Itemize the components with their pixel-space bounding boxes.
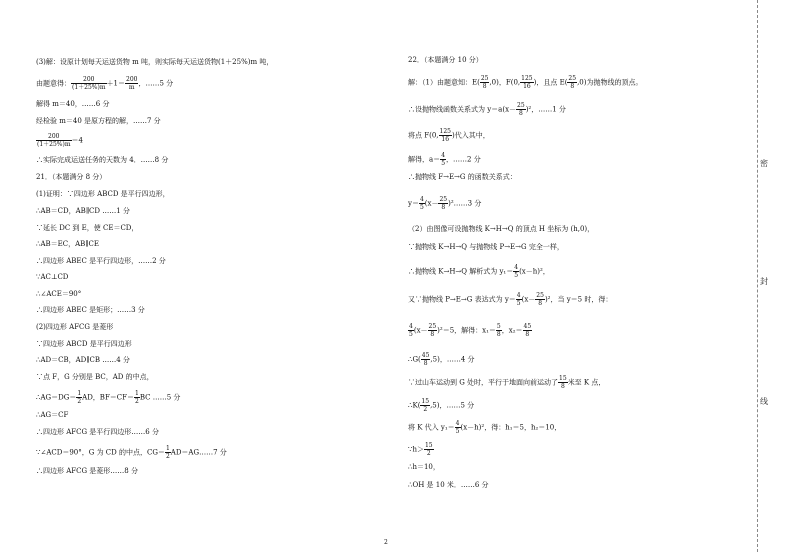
text-line: 经检验 m＝40 是原方程的解，……7 分	[36, 117, 161, 125]
text-line: ∴OH 是 10 米．……6 分	[408, 481, 489, 489]
fraction: $\frac{125}{16}$	[439, 128, 451, 143]
text-line: ∵点 F，G 分别是 BC，AD 的中点，	[36, 373, 154, 381]
coaster-move: ∵过山车运动到 G 处时，平行于地面向前运动了 $\frac{15}{8}$ 米至 K 点，	[408, 375, 606, 390]
fraction: $\frac{4}{5}$	[409, 323, 413, 338]
substitute-k: 将 K 代入 y₁＝ $\frac{4}{5}$ (x－h)²，得：h₁＝5，h₂＝10，	[408, 420, 562, 435]
question-heading: 21．（本题满分 8 分）	[36, 173, 107, 181]
fraction: $\frac{125}{16}$	[521, 75, 533, 90]
text-line: ∴四边形 ABEC 是平行四边形，……2 分	[36, 257, 166, 265]
parabola-peg: 又∵抛物线 P→E→G 表达式为 y＝ $\frac{4}{5}$ (x－ $\frac{25}{8}$ )²，当 y＝5 时，得：	[408, 292, 613, 307]
fraction: $\frac{4}{5}$	[419, 196, 424, 211]
fraction: $\frac{25}{8}$	[517, 102, 525, 117]
fraction: $\frac{15}{8}$	[559, 375, 567, 390]
fraction: $\frac{25}{8}$	[536, 292, 544, 307]
text-line: ∵延长 DC 到 E，使 CE＝CD，	[36, 224, 139, 232]
text-line: ∴AB＝CD，AB∥CD ……1 分	[36, 207, 130, 215]
q3-result-equation: $\frac{200}{(1+25\%)m}$ ＝4	[37, 133, 83, 148]
text-line: ∵AC⊥CD	[36, 273, 69, 281]
parabola-form: ∴设抛物线函数关系式为 y＝a(x－ $\frac{25}{8}$ )²，……1 分	[408, 102, 566, 117]
parabola-equation: y＝ $\frac{4}{5}$ (x－ $\frac{25}{8}$ )²……3 分	[408, 196, 482, 211]
parabola-khq: ∴抛物线 K→H→Q 解析式为 y₁＝ $\frac{4}{5}$ (x－h)²，	[408, 264, 550, 279]
text-line: ∴四边形 AFCG 是平行四边形……6 分	[36, 428, 159, 436]
q3-solution-setup: (3)解：设原计划每天运送货物 m 吨，则实际每天运送货物(1＋25%)m 吨，	[36, 58, 274, 66]
fraction: $\frac{25}{8}$	[439, 196, 448, 211]
vertex-statement: 解：（1）由题意知：E( $\frac{25}{8}$ ,0)，F(0, $\frac{125}{16}$ )，且点 E( $\frac{25}{8}$ ,0)为抛物线的顶点。	[408, 75, 643, 90]
text-line: ∴实际完成运送任务的天数为 4．……8 分	[36, 156, 169, 164]
text-line: （2）由图像可设抛物线 K→H→Q 的顶点 H 坐标为 (h,0)，	[408, 225, 595, 233]
fraction: $\frac{15}{2}$	[424, 442, 433, 457]
substitute-point: 将点 F(0, $\frac{125}{16}$ )代入其中，	[408, 128, 490, 143]
fraction: $\frac{5}{8}$	[496, 323, 501, 338]
fraction: $\frac{1}{2}$	[165, 445, 170, 460]
fraction: $\frac{4}{5}$	[441, 152, 446, 167]
binding-char-seal: 密	[760, 159, 768, 168]
text-line: ∴四边形 AFCG 是菱形……8 分	[36, 467, 138, 475]
point-k: ∴K( $\frac{15}{2}$ ,5)，……5 分	[408, 398, 475, 413]
fraction: $\frac{1}{2}$	[135, 390, 139, 405]
solve-a: 解得，a＝ $\frac{4}{5}$ ，……2 分	[408, 152, 481, 167]
q3-equation: 由题意得： $\frac{200}{(1+25\%)m}$ ＋1＝ $\frac{200}{m}$ ，……5 分	[36, 76, 174, 91]
fraction: $\frac{15}{2}$	[421, 398, 430, 413]
fraction: $\frac{4}{5}$	[516, 292, 521, 307]
fraction: $\frac{4}{5}$	[514, 264, 519, 279]
fraction: $\frac{200}{m}$	[126, 76, 138, 91]
text-line: ∴AG＝CF	[36, 411, 69, 419]
text-line: (1)证明：∵四边形 ABCD 是平行四边形，	[36, 190, 170, 198]
text-line: ∴AD＝CB，AD∥CB ……4 分	[36, 356, 130, 364]
fraction: $\frac{25}{8}$	[568, 75, 577, 90]
text-line: ∴抛物线 F→E→G 的函数关系式：	[408, 173, 517, 181]
binding-dashed-line	[757, 0, 758, 552]
midpoint-equation: ∴AG＝DG＝ $\frac{1}{2}$ AD，BF＝CF＝ $\frac{1}{2}$ BC ……5 分	[36, 390, 181, 405]
binding-char-closed: 封	[760, 277, 768, 286]
fraction: $\frac{200}{(1+25\%)m}$	[72, 76, 106, 91]
solve-x: $\frac{4}{5}$ (x－ $\frac{25}{8}$ )²＝5，解得：x₁＝ $\frac{5}{8}$ ，x₂＝ $\frac{45}{8}$	[409, 323, 532, 338]
text-line: (2)四边形 AFCG 是菱形	[36, 323, 114, 331]
right-angle-equation: ∵∠ACD＝90°，G 为 CD 的中点，CG＝ $\frac{1}{2}$ AD＝AG……7 分	[36, 445, 227, 460]
text-line: ∵四边形 ABCD 是平行四边形	[36, 340, 132, 348]
fraction: $\frac{4}{5}$	[455, 420, 460, 435]
fraction: $\frac{45}{8}$	[523, 323, 532, 338]
text-line: ∴AB＝EC，AB∥CE	[36, 240, 100, 248]
binding-char-line: 线	[760, 397, 768, 406]
fraction: $\frac{45}{8}$	[421, 352, 430, 367]
h-condition: ∵h＞ $\frac{15}{2}$	[408, 442, 433, 457]
point-g: ∴G( $\frac{45}{8}$ ,5)，……4 分	[408, 352, 475, 367]
page-number: 2	[384, 539, 388, 546]
fraction: $\frac{200}{(1+25\%)m}$	[37, 133, 71, 148]
text-line: 解得 m＝40，……6 分	[36, 100, 110, 108]
text-line: ∴h＝10，	[408, 463, 440, 471]
text-line: ∴四边形 ABEC 是矩形；……3 分	[36, 306, 145, 314]
fraction: $\frac{25}{8}$	[480, 75, 489, 90]
text-line: ∴∠ACE＝90°	[36, 290, 82, 298]
question-heading: 22．（本题满分 10 分）	[408, 56, 483, 64]
fraction: $\frac{25}{8}$	[428, 323, 437, 338]
text-line: ∵抛物线 K→H→Q 与抛物线 P→E→G 完全一样，	[408, 243, 564, 251]
fraction: $\frac{1}{2}$	[77, 390, 82, 405]
